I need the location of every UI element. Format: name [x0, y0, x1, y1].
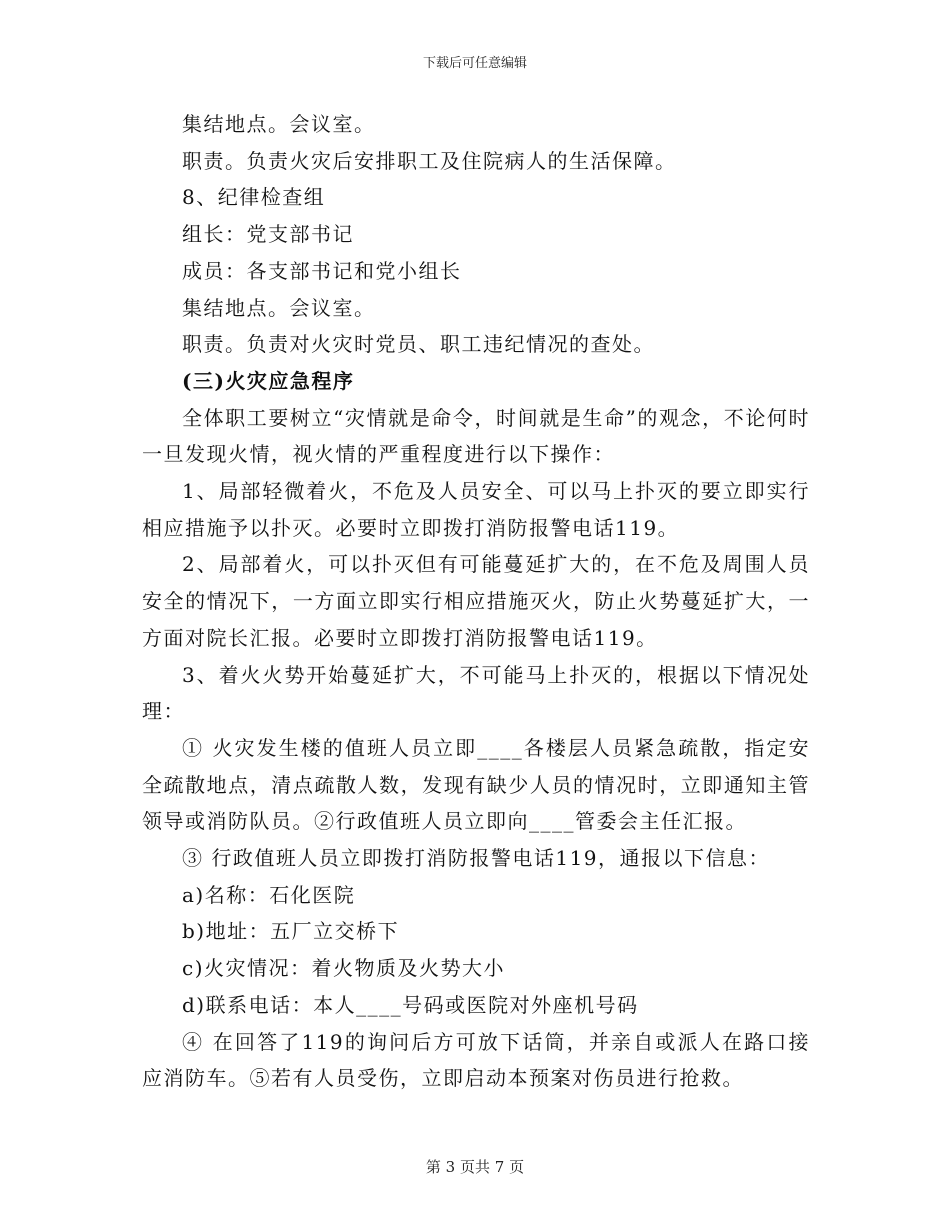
paragraph-intro: 全体职工要树立“灾情就是命令，时间就是生命”的观念，不论何时一旦发现火情，视火情的严重程度进行以下操作： — [142, 405, 810, 467]
paragraph-info-phone: d)联系电话：本人____号码或医院对外座机号码 — [182, 992, 639, 1017]
paragraph-sub-4-5: ④ 在回答了119的询问后方可放下话筒，并亲自或派人在路口接应消防车。⑤若有人员受伤，立即启动本预案对伤员进行抢救。 — [142, 1029, 810, 1091]
paragraph-sub-3: ③ 行政值班人员立即拨打消防报警电话119，通报以下信息： — [182, 846, 771, 871]
section-discipline-group: 8、纪律检查组 — [182, 185, 326, 210]
paragraph-duty-logistics: 职责。负责火灾后安排职工及住院病人的生活保障。 — [182, 148, 677, 173]
paragraph-members: 成员：各支部书记和党小组长 — [182, 258, 462, 283]
paragraph-info-address: b)地址：五厂立交桥下 — [182, 919, 400, 944]
paragraph-sub-1-2: ① 火灾发生楼的值班人员立即____各楼层人员紧急疏散，指定安全疏散地点，清点疏散人数，发现有缺少人员的情况时，立即通知主管领导或消防队员。②行政值班人员立即向____管委会主任汇报。 — [142, 735, 810, 834]
page-footer: 第 3 页共 7 页 — [425, 1158, 525, 1176]
paragraph-step-3: 3、着火火势开始蔓延扩大，不可能马上扑灭的，根据以下情况处理： — [142, 662, 810, 724]
paragraph-duty-discipline: 职责。负责对火灾时党员、职工违纪情况的查处。 — [182, 332, 655, 357]
paragraph-assembly-point-2: 集结地点。会议室。 — [182, 295, 376, 320]
section-heading-fire-procedure: (三)火灾应急程序 — [182, 368, 355, 393]
paragraph-info-fire: c)火灾情况：着火物质及火势大小 — [182, 956, 506, 981]
paragraph-info-name: a)名称：石化医院 — [182, 882, 356, 907]
paragraph-step-2: 2、局部着火，可以扑灭但有可能蔓延扩大的，在不危及周围人员安全的情况下，一方面立即实行相应措施灭火，防止火势蔓延扩大，一方面对院长汇报。必要时立即拨打消防报警电话119。 — [142, 552, 810, 650]
document-body — [142, 106, 810, 1097]
page-header: 下载后可任意编辑 — [422, 56, 527, 71]
paragraph-group-leader: 组长：党支部书记 — [182, 222, 354, 247]
paragraph-step-1: 1、局部轻微着火，不危及人员安全、可以马上扑灭的要立即实行相应措施予以扑灭。必要时立即拨打消防报警电话119。 — [142, 479, 810, 540]
paragraph-assembly-point-1: 集结地点。会议室。 — [182, 112, 376, 136]
